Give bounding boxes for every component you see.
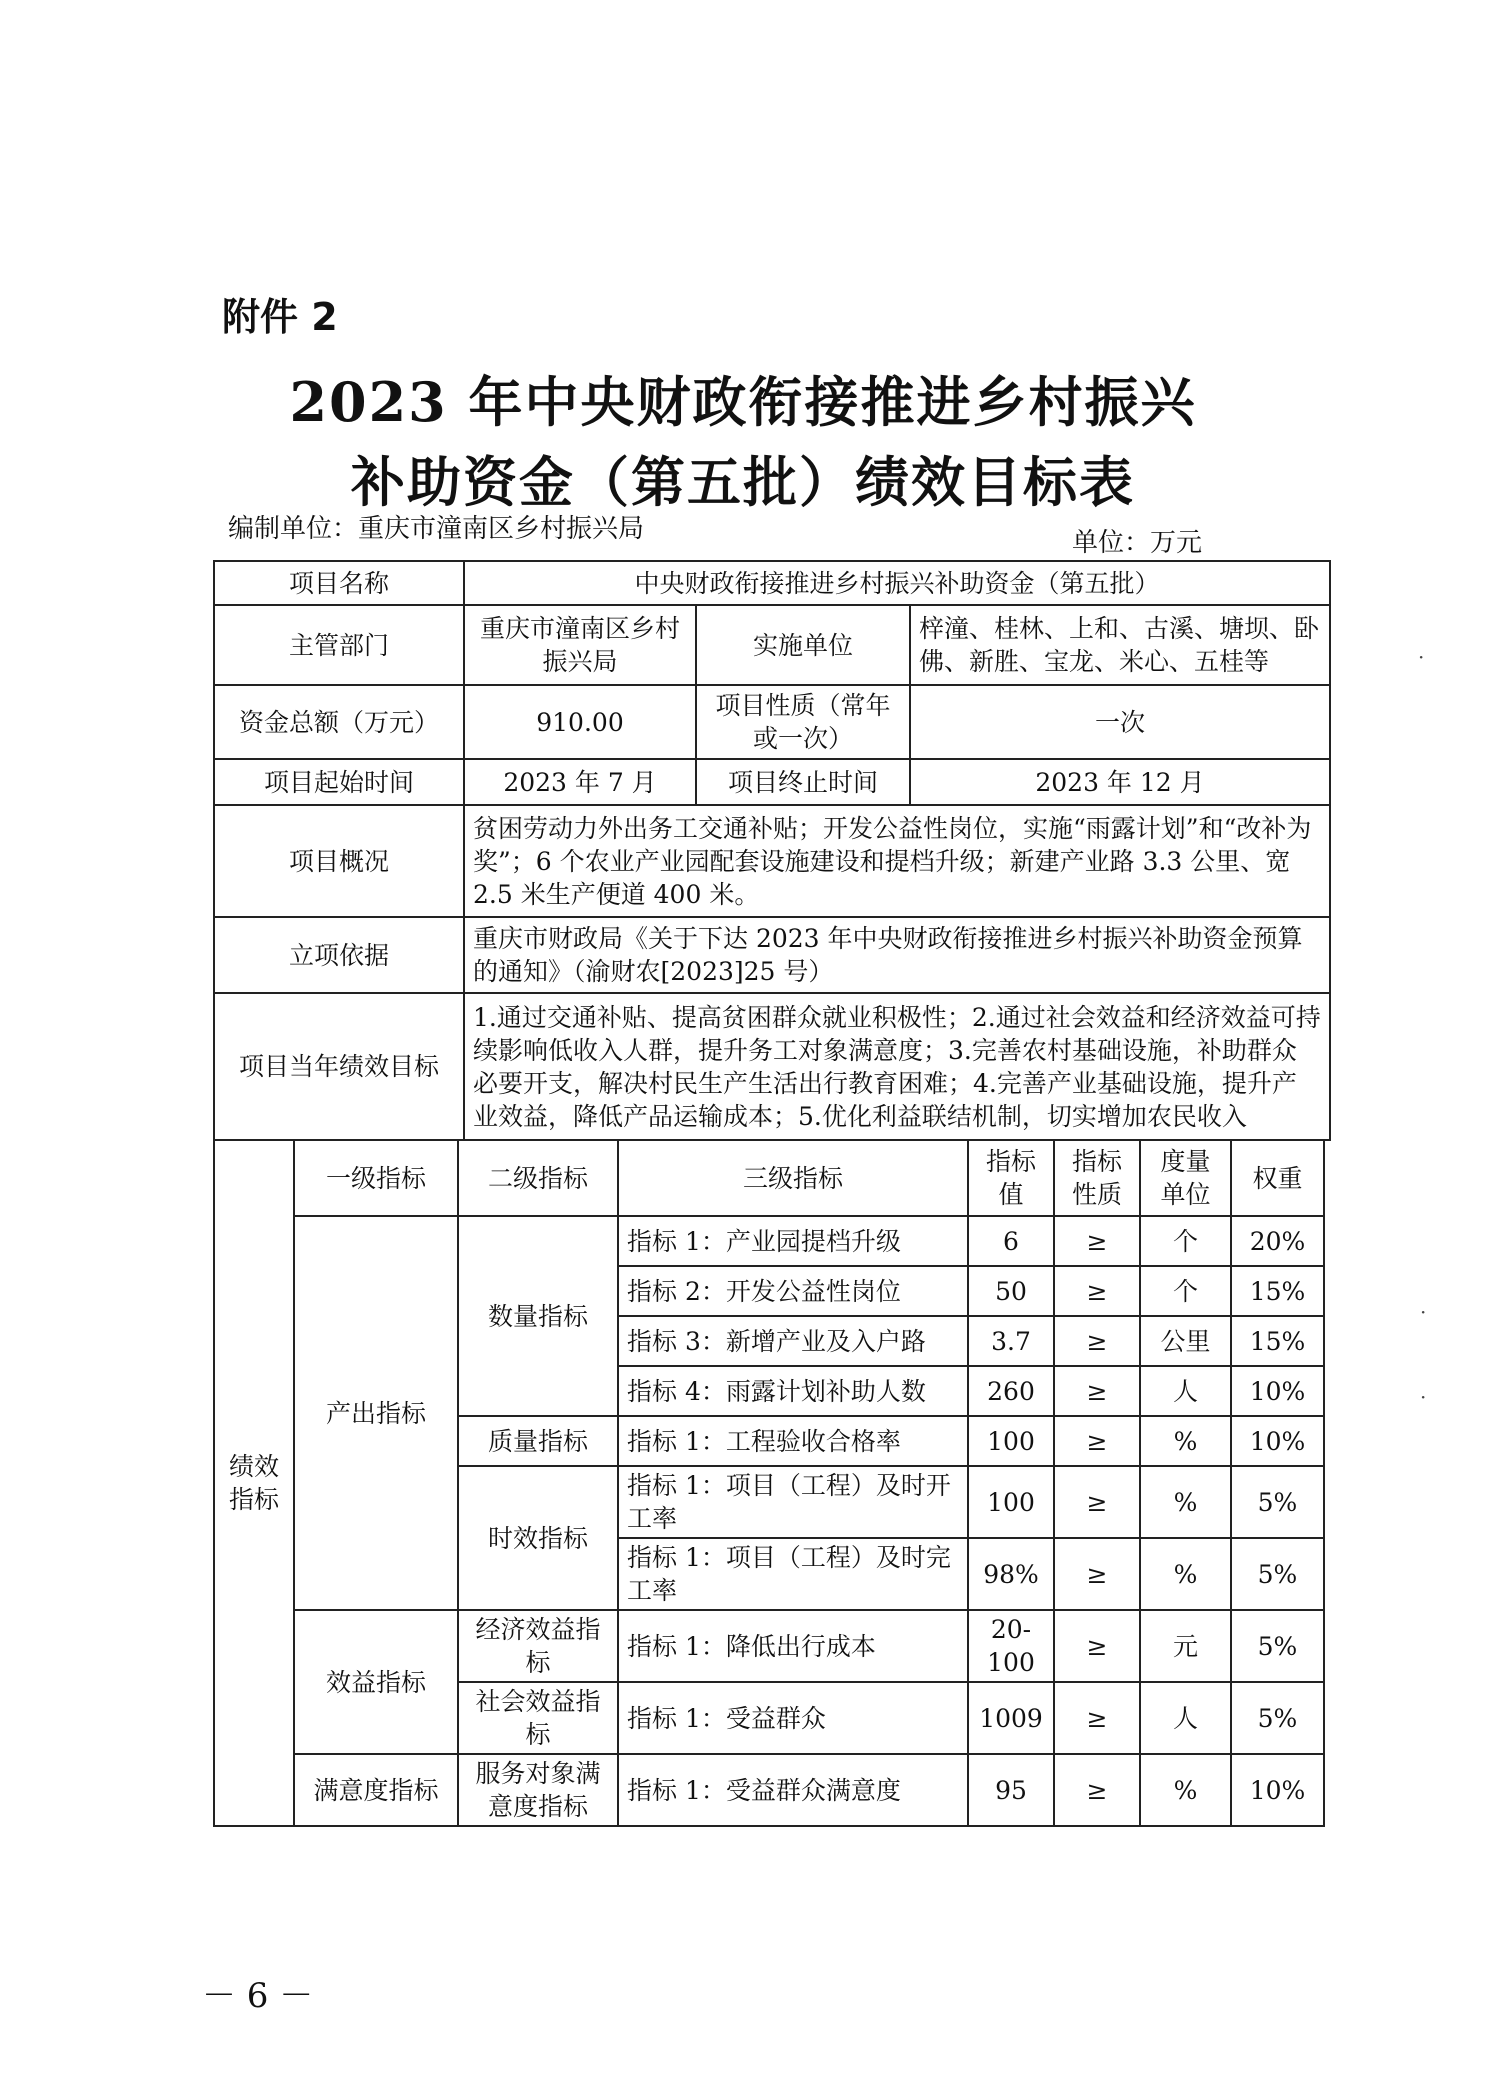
table-row	[214, 805, 1330, 917]
indicator-name: 指标 1：产业园提档升级	[618, 1216, 968, 1266]
indicator-name: 指标 1：受益群众满意度	[618, 1754, 968, 1826]
indicator-weight: 10%	[1231, 1366, 1324, 1416]
table-row	[214, 917, 1330, 993]
indicator-unit: 个	[1140, 1216, 1231, 1266]
header-level2: 二级指标	[458, 1140, 618, 1216]
basis-label: 立项依据	[214, 917, 464, 993]
table-row	[214, 561, 1330, 605]
indicators-table	[213, 1139, 1325, 1827]
indicator-unit: %	[1140, 1416, 1231, 1466]
header-value: 指标值	[968, 1140, 1054, 1216]
indicator-weight: 5%	[1231, 1682, 1324, 1754]
level2-quality: 质量指标	[458, 1416, 618, 1466]
end-label: 项目终止时间	[696, 759, 910, 805]
table-row	[214, 685, 1330, 759]
indicator-value: 1009	[968, 1682, 1054, 1754]
indicator-name: 指标 3：新增产业及入户路	[618, 1316, 968, 1366]
indicator-operator: ≥	[1054, 1610, 1140, 1682]
start-value: 2023 年 7 月	[464, 759, 696, 805]
scan-speck: ·	[1420, 1300, 1427, 1324]
level2-social: 社会效益指标	[458, 1682, 618, 1754]
nature-label: 项目性质（常年或一次）	[696, 685, 910, 759]
indicator-name: 指标 1：项目（工程）及时完工率	[618, 1538, 968, 1610]
table-row	[214, 1140, 1324, 1216]
compiler-unit: 编制单位：重庆市潼南区乡村振兴局	[228, 514, 645, 544]
header-unit: 度量单位	[1140, 1140, 1231, 1216]
indicator-name: 指标 2：开发公益性岗位	[618, 1266, 968, 1316]
indicator-name: 指标 1：受益群众	[618, 1682, 968, 1754]
page-title-line2: 补助资金（第五批）绩效目标表	[351, 450, 1135, 514]
indicator-name: 指标 1：工程验收合格率	[618, 1416, 968, 1466]
indicator-name: 指标 1：降低出行成本	[618, 1610, 968, 1682]
indicator-weight: 5%	[1231, 1538, 1324, 1610]
indicator-unit: %	[1140, 1466, 1231, 1538]
indicator-weight: 10%	[1231, 1416, 1324, 1466]
page-number: － 6 －	[202, 1976, 314, 2016]
overview-value: 贫困劳动力外出务工交通补贴；开发公益性岗位，实施“雨露计划”和“改补为奖”；6 个农业产业园配套设施建设和提档升级；新建产业路 3.3 公里、宽 2.5 米生产便道 400 米。	[464, 805, 1330, 917]
scan-speck: ·	[1420, 1385, 1427, 1409]
indicator-value: 95	[968, 1754, 1054, 1826]
indicator-operator: ≥	[1054, 1416, 1140, 1466]
dept-label: 主管部门	[214, 605, 464, 685]
impl-value: 梓潼、桂林、上和、古溪、塘坝、卧佛、新胜、宝龙、米心、五桂等	[910, 605, 1330, 685]
indicator-value: 260	[968, 1366, 1054, 1416]
amount-value: 910.00	[464, 685, 696, 759]
project-info-table	[213, 560, 1331, 1141]
indicator-operator: ≥	[1054, 1366, 1140, 1416]
indicator-weight: 20%	[1231, 1216, 1324, 1266]
dept-value: 重庆市潼南区乡村振兴局	[464, 605, 696, 685]
indicator-operator: ≥	[1054, 1466, 1140, 1538]
indicator-weight: 15%	[1231, 1316, 1324, 1366]
indicator-weight: 15%	[1231, 1266, 1324, 1316]
indicator-operator: ≥	[1054, 1266, 1140, 1316]
level1-output: 产出指标	[294, 1216, 458, 1610]
amount-label: 资金总额（万元）	[214, 685, 464, 759]
table-row	[214, 1216, 1324, 1266]
basis-value: 重庆市财政局《关于下达 2023 年中央财政衔接推进乡村振兴补助资金预算的通知》（渝财农[2023]25 号）	[464, 917, 1330, 993]
level1-benefit: 效益指标	[294, 1610, 458, 1754]
indicator-operator: ≥	[1054, 1754, 1140, 1826]
start-label: 项目起始时间	[214, 759, 464, 805]
overview-label: 项目概况	[214, 805, 464, 917]
project-name-value: 中央财政衔接推进乡村振兴补助资金（第五批）	[464, 561, 1330, 605]
indicator-unit: 公里	[1140, 1316, 1231, 1366]
indicator-unit: %	[1140, 1754, 1231, 1826]
indicator-operator: ≥	[1054, 1538, 1140, 1610]
indicator-operator: ≥	[1054, 1682, 1140, 1754]
impl-label: 实施单位	[696, 605, 910, 685]
indicator-value: 100	[968, 1416, 1054, 1466]
indicator-operator: ≥	[1054, 1316, 1140, 1366]
attachment-label: 附件 2	[222, 295, 338, 339]
header-nature: 指标性质	[1054, 1140, 1140, 1216]
indicator-name: 指标 1：项目（工程）及时开工率	[618, 1466, 968, 1538]
indicator-unit: 元	[1140, 1610, 1231, 1682]
page-title-line1: 2023 年中央财政衔接推进乡村振兴	[289, 370, 1197, 434]
indicator-value: 98%	[968, 1538, 1054, 1610]
currency-unit: 单位：万元	[1072, 528, 1203, 558]
project-name-label: 项目名称	[214, 561, 464, 605]
indicator-value: 6	[968, 1216, 1054, 1266]
level2-service-satisfaction: 服务对象满意度指标	[458, 1754, 618, 1826]
scan-speck: ·	[1418, 645, 1425, 669]
indicator-weight: 5%	[1231, 1610, 1324, 1682]
indicator-unit: %	[1140, 1538, 1231, 1610]
table-row	[214, 759, 1330, 805]
goal-value: 1.通过交通补贴、提高贫困群众就业积极性；2.通过社会效益和经济效益可持续影响低收入人群，提升务工对象满意度；3.完善农村基础设施，补助群众必要开支，解决村民生产生活出行教育困难；4.完善产业基础设施，提升产业效益，降低产品运输成本；5.优化利益联结机制，切实增加农民收入	[464, 993, 1330, 1140]
indicator-value: 100	[968, 1466, 1054, 1538]
header-level3: 三级指标	[618, 1140, 968, 1216]
goal-label: 项目当年绩效目标	[214, 993, 464, 1140]
header-weight: 权重	[1231, 1140, 1324, 1216]
indicator-value: 50	[968, 1266, 1054, 1316]
table-row	[214, 993, 1330, 1140]
indicator-weight: 5%	[1231, 1466, 1324, 1538]
level2-timeliness: 时效指标	[458, 1466, 618, 1610]
performance-group-label: 绩效指标	[214, 1140, 294, 1826]
indicator-unit: 人	[1140, 1366, 1231, 1416]
indicator-weight: 10%	[1231, 1754, 1324, 1826]
end-value: 2023 年 12 月	[910, 759, 1330, 805]
indicator-operator: ≥	[1054, 1216, 1140, 1266]
nature-value: 一次	[910, 685, 1330, 759]
level2-quantity: 数量指标	[458, 1216, 618, 1416]
level2-economic: 经济效益指标	[458, 1610, 618, 1682]
header-level1: 一级指标	[294, 1140, 458, 1216]
indicator-unit: 个	[1140, 1266, 1231, 1316]
table-row	[214, 605, 1330, 685]
table-row	[214, 1610, 1324, 1682]
indicator-value: 3.7	[968, 1316, 1054, 1366]
indicator-unit: 人	[1140, 1682, 1231, 1754]
level1-satisfaction: 满意度指标	[294, 1754, 458, 1826]
indicator-name: 指标 4：雨露计划补助人数	[618, 1366, 968, 1416]
table-row	[214, 1754, 1324, 1826]
indicator-value: 20-100	[968, 1610, 1054, 1682]
